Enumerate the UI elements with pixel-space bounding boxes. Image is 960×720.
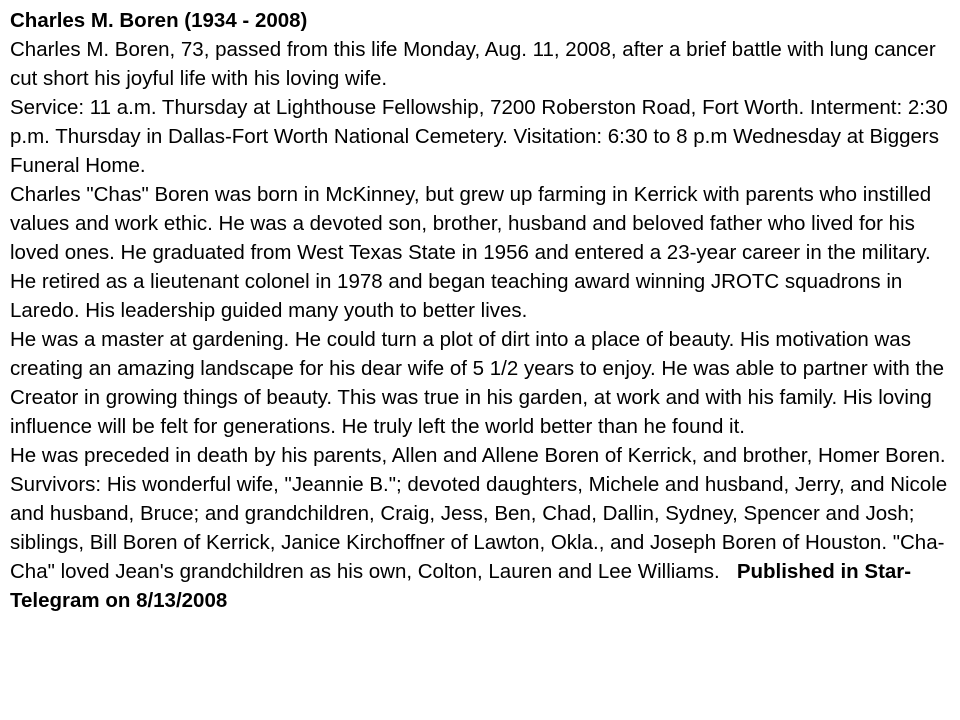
obituary-title: Charles M. Boren (1934 - 2008) [10, 9, 308, 32]
survivors-text: Survivors: His wonderful wife, "Jeannie B."; devoted daughters, Michele and husband, Jerry, and Nicole and husband, Bruce; and grandchildren, Craig, Jess, Ben, Chad, Dallin, Sydney, Spencer and Josh; siblings, Bill Boren of Kerrick, Janice Kirchoffner of Lawton, Okla., and Joseph Boren of Houston. "Cha-Cha" loved Jean's grandchildren as his own, Colton, Lauren and Lee Williams. [10, 473, 948, 583]
paragraph-service-details: Service: 11 a.m. Thursday at Lighthouse Fellowship, 7200 Roberston Road, Fort Worth. Interment: 2:30 p.m. Thursday in Dallas-Fort Worth National Cemetery. Visitation: 6:30 to 8 p.m Wednesday at Biggers Funeral Home. [10, 96, 948, 177]
paragraph-preceded-in-death: He was preceded in death by his parents, Allen and Allene Boren of Kerrick, and brother, Homer Boren. [10, 444, 946, 467]
paragraph-gardening: He was a master at gardening. He could turn a plot of dirt into a place of beauty. His motivation was creating an amazing landscape for his dear wife of 5 1/2 years to enjoy. He was able to partner with the Creator in growing things of beauty. This was true in his garden, at work and with his family. His loving influence will be felt for generations. He truly left the world better than he found it. [10, 328, 945, 438]
paragraph-survivors [10, 470, 950, 615]
paragraph-biography: Charles "Chas" Boren was born in McKinney, but grew up farming in Kerrick with parents who instilled values and work ethic. He was a devoted son, brother, husband and beloved father who lived for his loved ones. He graduated from West Texas State in 1956 and entered a 23-year career in the military. He retired as a lieutenant colonel in 1978 and began teaching award winning JROTC squadrons in Laredo. His leadership guided many youth to better lives. [10, 183, 932, 322]
published-credit: Published in Star-Telegram on 8/13/2008 [10, 560, 912, 612]
paragraph-death-notice: Charles M. Boren, 73, passed from this life Monday, Aug. 11, 2008, after a brief battle with lung cancer cut short his joyful life with his loving wife. [10, 38, 936, 90]
